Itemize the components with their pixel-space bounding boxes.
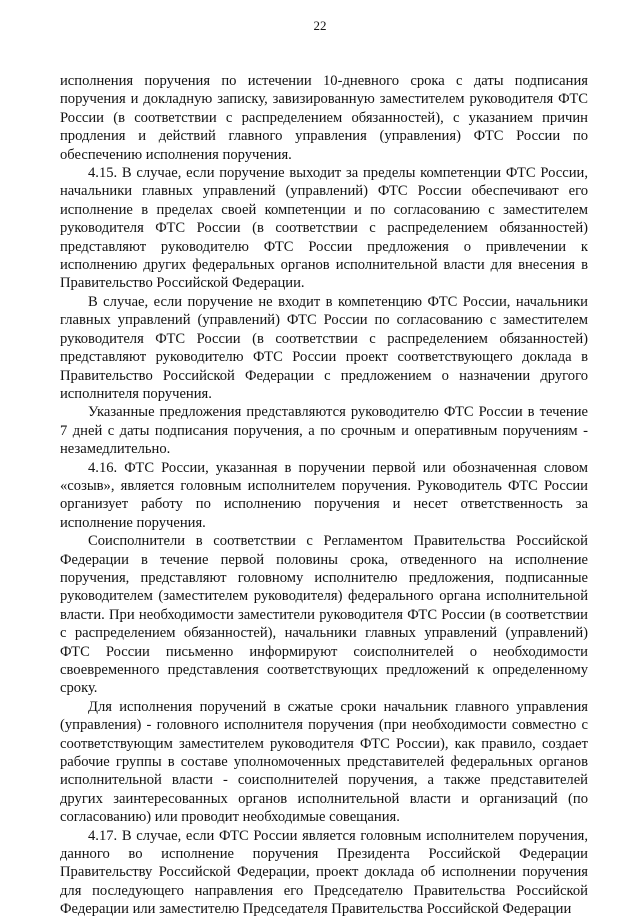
- paragraph-co-executors: Соисполнители в соответствии с Регламентом Правительства Российской Федерации в течение первой половины срока, отведенного на исполнение поручения, представляют головному исполнителю предложения, подписанные руководителем (заместителем руководителя) федерального органа исполнительной власти. При необходимости заместители руководителя ФТС России (в соответствии с распределением обязанностей), начальники главных управлений (управлений) ФТС России письменно информируют соисполнителей о необходимости своевременного представления соответствующих предложений к определенному сроку.: [60, 533, 588, 697]
- page-number: 22: [313, 18, 327, 33]
- paragraph-not-in-competence: В случае, если поручение не входит в компетенцию ФТС России, начальники главных управлений (управлений) ФТС России по согласованию с заместителем руководителя ФТС России (в соответствии с распределением обязанностей) представляют руководителю ФТС России проект соответствующего доклада в Правительство Российской Федерации с предложением о назначении другого исполнителя поручения.: [60, 293, 588, 402]
- paragraph-4-17: 4.17. В случае, если ФТС России является головным исполнителем поручения, данного во исполнение поручения Президента Российской Федерации Правительству Российской Федерации, проект доклада об исполнении поручения для последующего направления его Председателю Правительства Российской Федерации или заместителю Председателя Правительства Российской Федерации: [60, 827, 588, 918]
- paragraph-4-16: 4.16. ФТС России, указанная в поручении первой или обозначенная словом «созыв», является головным исполнителем поручения. Руководитель ФТС России организует работу по исполнению поручения и несет ответственность за исполнение поручения.: [60, 459, 588, 531]
- document-body: [60, 72, 588, 919]
- paragraph-4-15: 4.15. В случае, если поручение выходит за пределы компетенции ФТС России, начальники главных управлений (управлений) ФТС России обеспечивают его исполнение в пределах своей компетенции и по согласованию с заместителем руководителя ФТС России (в соответствии с распределением обязанностей) представляют руководителю ФТС России предложения о привлечении к исполнению других федеральных органов исполнительной власти для внесения в Правительство Российской Федерации.: [60, 165, 588, 292]
- paragraph-proposals-deadline: Указанные предложения представляются руководителю ФТС России в течение 7 дней с даты подписания поручения, а по срочным и оперативным поручениям - незамедлительно.: [60, 404, 588, 458]
- paragraph-continuation: исполнения поручения по истечении 10-дневного срока с даты подписания поручения и докладную записку, завизированную заместителем руководителя ФТС России (в соответствии с распределением обязанностей), с указанием причин продления и действий главного управления (управления) ФТС России по обеспечению исполнения поручения.: [60, 73, 588, 163]
- paragraph-working-groups: Для исполнения поручений в сжатые сроки начальник главного управления (управления) - головного исполнителя поручения (при необходимости совместно с соответствующим заместителем руководителя ФТС России), как правило, создает рабочие группы в составе уполномоченных представителей федеральных органов исполнительной власти - соисполнителей поручения, а также представителей других заинтересованных органов исполнительной власти и организаций (по согласованию) или проводит необходимые совещания.: [60, 698, 588, 826]
